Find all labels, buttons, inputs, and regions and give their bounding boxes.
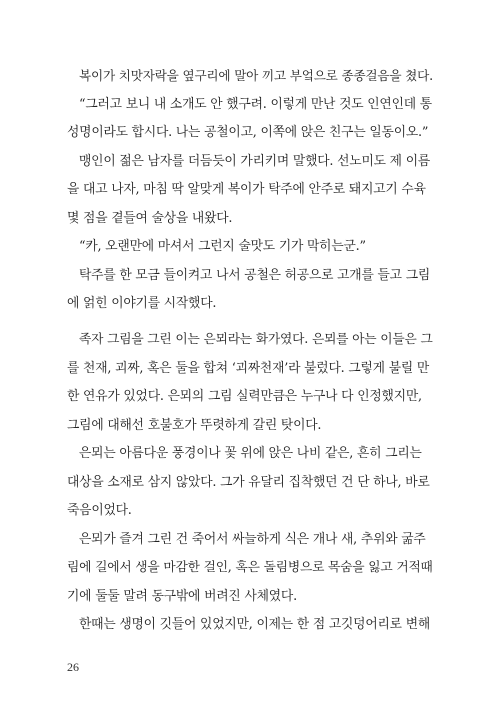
text-line: 림에 길에서 생을 마감한 걸인, 혹은 돌림병으로 목숨을 잃고 거적때 [67,560,433,575]
text-line: 은뫼는 아름다운 풍경이나 꽃 위에 앉은 나비 같은, 흔히 그리는 [79,446,422,461]
text-line: 족자 그림을 그린 이는 은뫼라는 화가였다. 은뫼를 아는 이들은 그 [79,332,433,347]
text-line: 을 대고 나자, 마침 딱 알맞게 복이가 탁주에 안주로 돼지고기 수육 [67,182,426,197]
text-line: 죽음이었다. [67,503,132,518]
text-line: 에 얽힌 이야기를 시작했다. [67,296,217,311]
text-line: 성명이라도 합시다. 나는 공철이고, 이쪽에 앉은 친구는 일동이오.” [67,125,429,140]
text-line: 은뫼가 즐겨 그린 건 죽어서 싸늘하게 식은 개나 새, 추위와 굶주 [79,531,426,547]
text-line: 그림에 대해선 호불호가 뚜렷하게 갈린 탓이다. [67,417,322,433]
text-section-2 [67,326,433,640]
text-line: 대상을 소재로 삼지 않았다. 그가 유달리 집착했던 건 단 하나, 바로 [67,474,430,490]
text-line: 몇 점을 곁들여 술상을 내왔다. [67,210,233,226]
text-line: 기에 둘둘 말려 동구밖에 버려진 사체였다. [67,588,297,604]
text-line: 를 천재, 괴짜, 혹은 둘을 합쳐 ‘괴짜천재’라 불렀다. 그렇게 불릴 만 [67,360,430,376]
text-line: 복이가 치맛자락을 옆구리에 말아 끼고 부엌으로 종종걸음을 쳤다. [79,68,433,83]
text-line: 한때는 생명이 깃들어 있었지만, 이제는 한 점 고깃덩어리로 변해 [79,617,431,632]
text-line: 맹인이 젊은 남자를 더듬듯이 가리키며 말했다. 선노미도 제 이름 [79,153,431,169]
page-number: 26 [67,660,79,674]
text-line: “카, 오랜만에 마셔서 그런지 술맛도 기가 막히는군.” [79,239,366,254]
text-line: “그러고 보니 내 소개도 안 했구려. 이렇게 만난 것도 인연인데 통 [79,96,432,112]
text-line: 탁주를 한 모금 들이켜고 나서 공철은 허공으로 고개를 들고 그림 [79,267,431,283]
text-line: 한 연유가 있었다. 은뫼의 그림 실력만큼은 누구나 다 인정했지만, [67,389,422,404]
text-section-1 [67,62,433,319]
